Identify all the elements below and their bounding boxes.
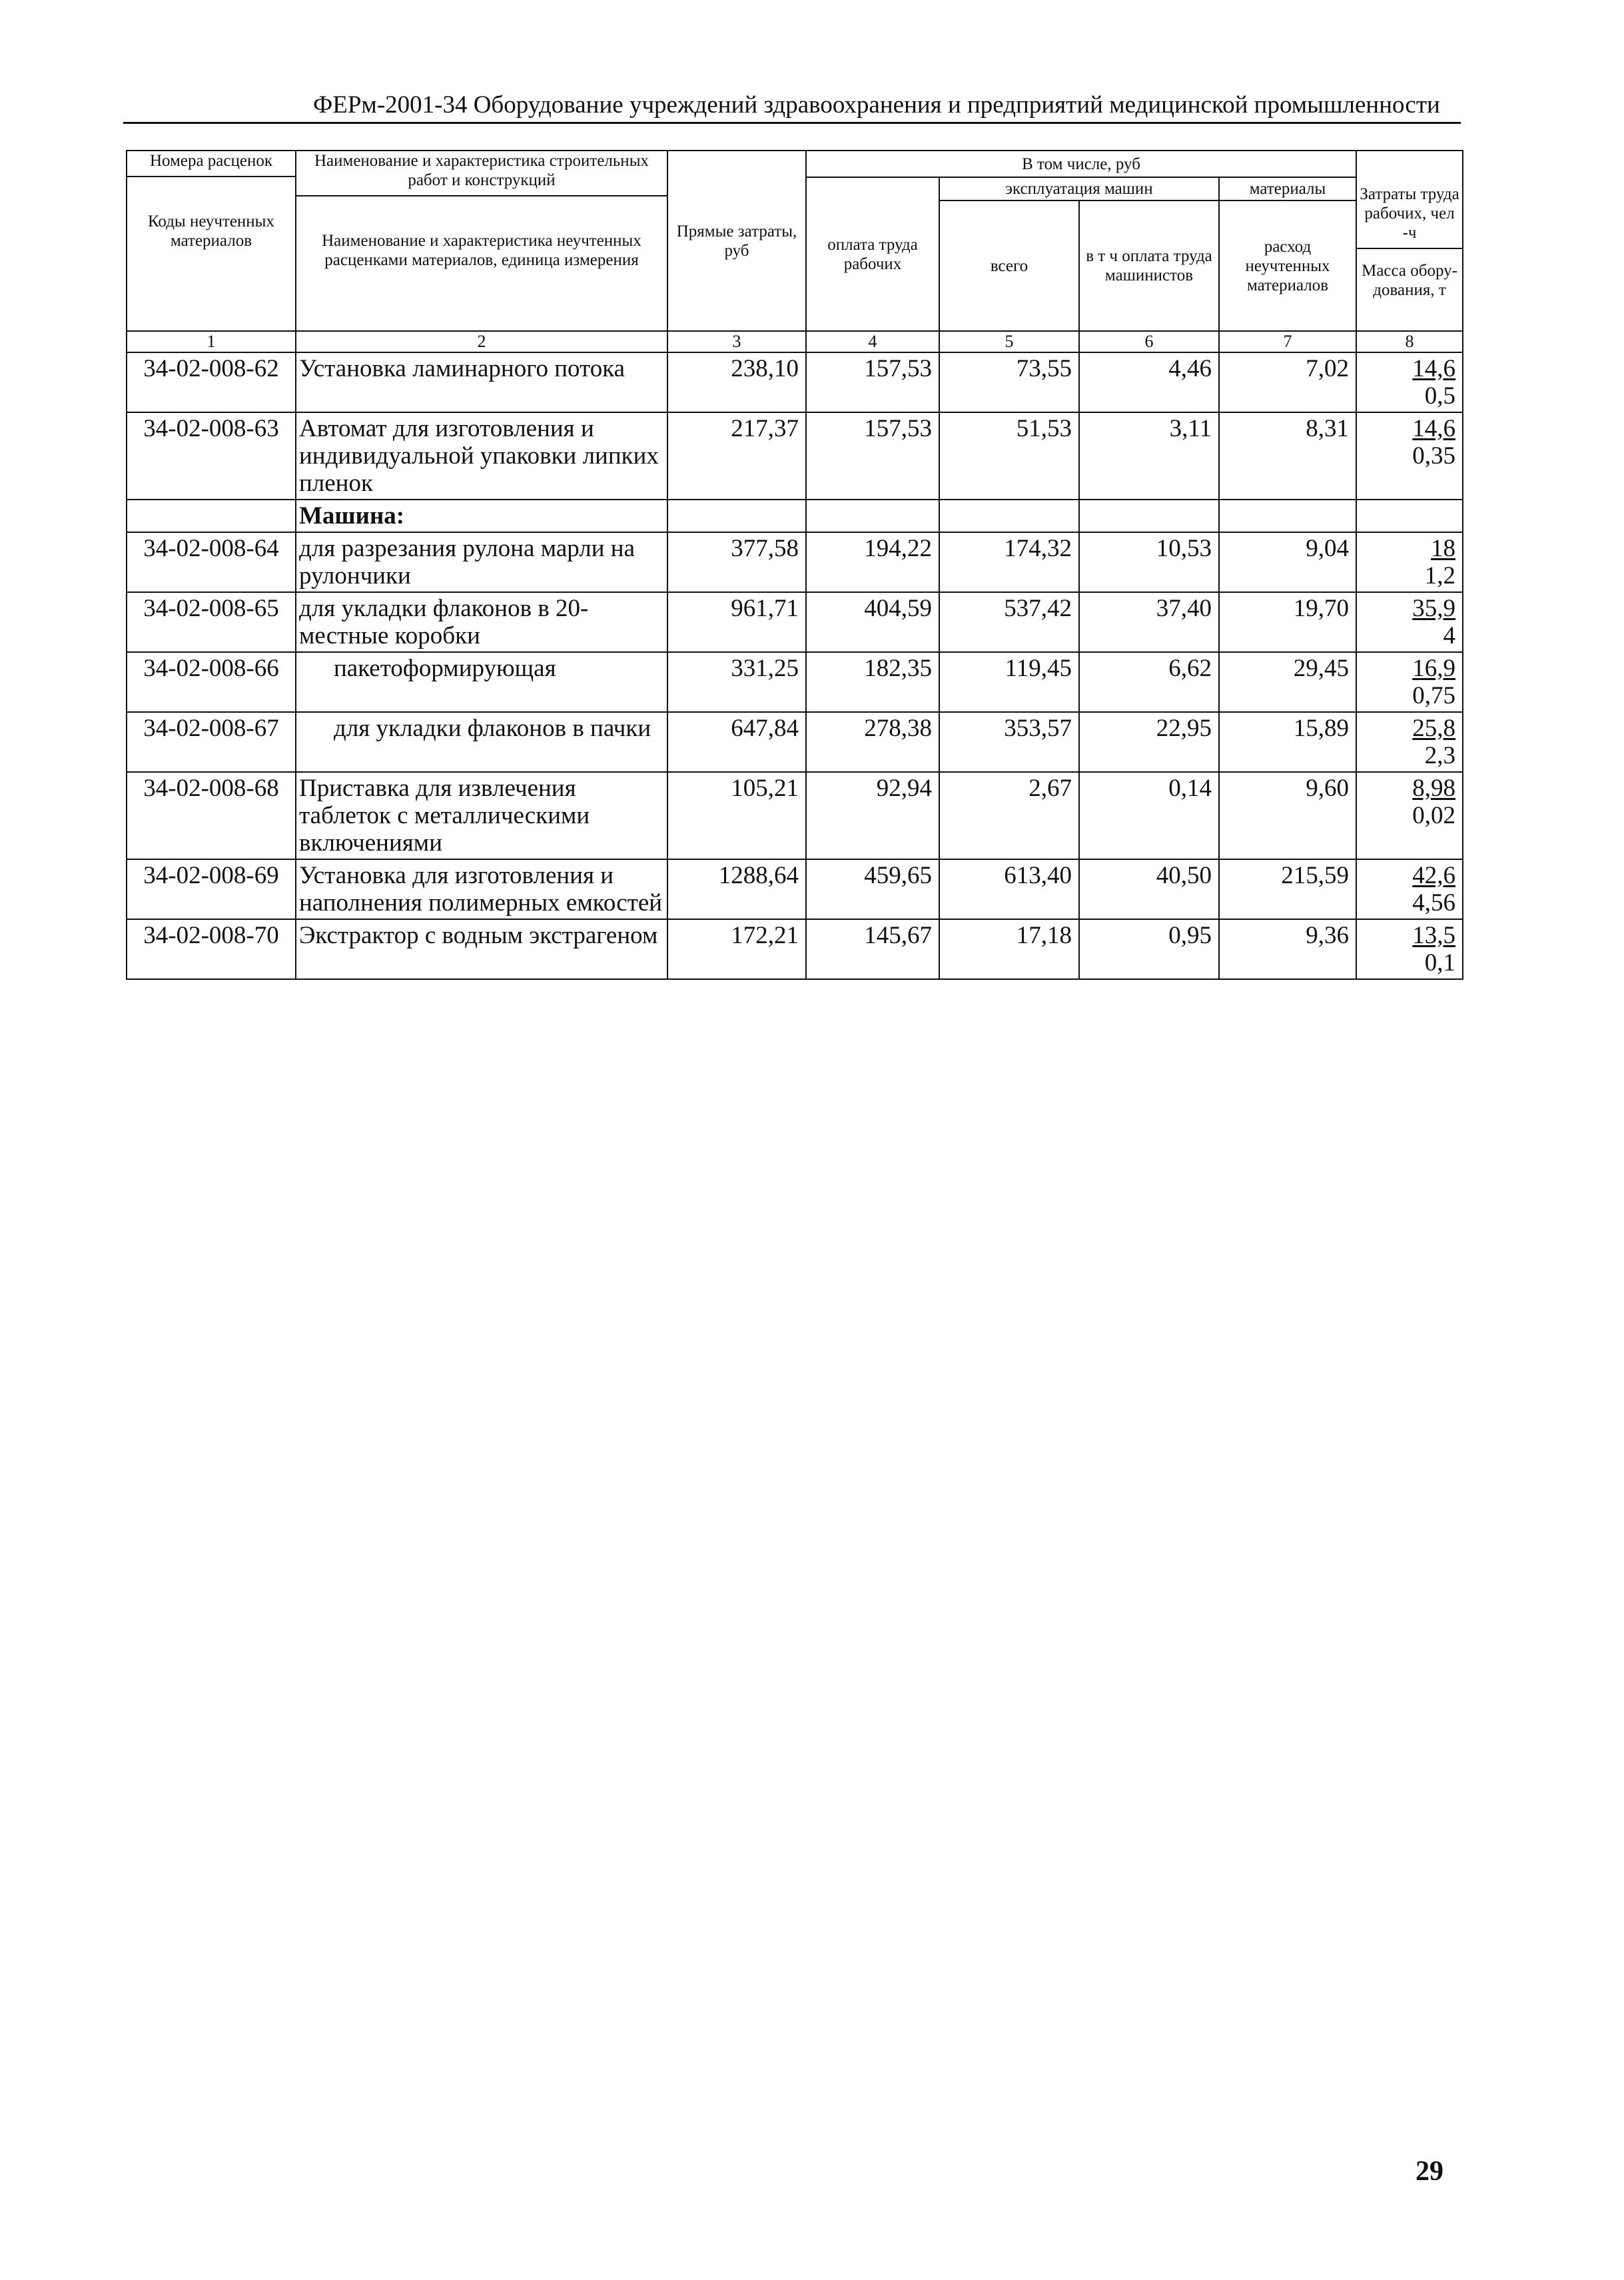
labor-cost: 14,6 <box>1412 355 1456 382</box>
rate-code: 34-02-008-65 <box>127 592 296 652</box>
table-row <box>127 712 1463 772</box>
machines-total: 2,67 <box>939 772 1079 859</box>
equipment-mass: 4 <box>1443 622 1456 649</box>
machines-total: 119,45 <box>939 652 1079 712</box>
equipment-mass: 0,35 <box>1412 442 1456 470</box>
machinists-wages: 37,40 <box>1079 592 1219 652</box>
rate-name: для укладки флаконов в 20-местные коробки <box>296 592 667 652</box>
direct-cost: 961,71 <box>667 592 806 652</box>
materials-cost: 215,59 <box>1219 859 1356 919</box>
wages: 182,35 <box>806 652 939 712</box>
column-number-row <box>127 331 1463 352</box>
materials-cost: 9,36 <box>1219 919 1356 979</box>
rate-code: 34-02-008-67 <box>127 712 296 772</box>
machinists-wages: 22,95 <box>1079 712 1219 772</box>
labor-cost: 16,9 <box>1412 655 1456 682</box>
rate-name: пакетоформирующая <box>296 652 667 712</box>
machines-total: 51,53 <box>939 412 1079 500</box>
equipment-mass: 1,2 <box>1424 562 1456 589</box>
direct-cost: 377,58 <box>667 532 806 592</box>
machines-header: эксплуатация машин <box>939 177 1219 200</box>
col-header-5: всего <box>939 200 1079 331</box>
machinists-wages: 10,53 <box>1079 532 1219 592</box>
machines-total: 353,57 <box>939 712 1079 772</box>
materials-cost: 7,02 <box>1219 352 1356 412</box>
rate-name: Автомат для изготовления и индивидуальной упаковки липких пленок <box>296 412 667 500</box>
section-label: Машина: <box>296 500 667 532</box>
column-number: 8 <box>1356 331 1463 352</box>
page-number: 29 <box>1416 2156 1443 2187</box>
col-header-8 <box>1356 151 1463 331</box>
materials-cost: 9,60 <box>1219 772 1356 859</box>
col8-top-label: Затраты труда рабочих, чел -ч <box>1357 182 1462 249</box>
column-number: 2 <box>296 331 667 352</box>
direct-cost: 331,25 <box>667 652 806 712</box>
col-header-6: в т ч оплата труда машинистов <box>1079 200 1219 331</box>
rate-code: 34-02-008-69 <box>127 859 296 919</box>
rate-code: 34-02-008-64 <box>127 532 296 592</box>
table-row <box>127 592 1463 652</box>
materials-cost: 15,89 <box>1219 712 1356 772</box>
machines-total: 613,40 <box>939 859 1079 919</box>
col2-bottom-label: Наименование и характеристика неучтенных расценками материалов, единица измерения <box>322 232 641 269</box>
rate-name: Установка ламинарного потока <box>296 352 667 412</box>
wages: 145,67 <box>806 919 939 979</box>
equipment-mass: 0,02 <box>1412 802 1456 829</box>
rate-code: 34-02-008-66 <box>127 652 296 712</box>
materials-cost: 19,70 <box>1219 592 1356 652</box>
labor-cost: 35,9 <box>1412 595 1456 622</box>
machines-total: 174,32 <box>939 532 1079 592</box>
rate-code: 34-02-008-62 <box>127 352 296 412</box>
col2-top-label: Наименование и характеристика строительных работ и конструкций <box>296 151 667 196</box>
rate-name: Экстрактор с водным экстрагеном <box>296 919 667 979</box>
labor-cost: 42,6 <box>1412 862 1456 889</box>
section-row <box>127 500 1463 532</box>
column-number: 3 <box>667 331 806 352</box>
direct-cost: 172,21 <box>667 919 806 979</box>
wages: 459,65 <box>806 859 939 919</box>
col-header-1 <box>127 151 296 331</box>
machinists-wages: 6,62 <box>1079 652 1219 712</box>
machinists-wages: 3,11 <box>1079 412 1219 500</box>
machinists-wages: 0,14 <box>1079 772 1219 859</box>
wages: 404,59 <box>806 592 939 652</box>
page-header: ФЕРм-2001-34 Оборудование учреждений здравоохранения и предприятий медицинской промышленности <box>313 91 1440 119</box>
materials-cost: 29,45 <box>1219 652 1356 712</box>
materials-cost: 9,04 <box>1219 532 1356 592</box>
direct-cost: 1288,64 <box>667 859 806 919</box>
labor-cost: 18 <box>1431 535 1456 562</box>
table-row <box>127 412 1463 500</box>
labor-cost: 13,5 <box>1412 922 1456 949</box>
wages: 278,38 <box>806 712 939 772</box>
labor-cost: 14,6 <box>1412 415 1456 442</box>
column-number: 5 <box>939 331 1079 352</box>
col-header-2 <box>296 151 667 331</box>
rates-table <box>126 150 1463 980</box>
equipment-mass: 0,75 <box>1412 682 1456 709</box>
column-number: 7 <box>1219 331 1356 352</box>
machinists-wages: 40,50 <box>1079 859 1219 919</box>
col-header-7: расход неучтенных материалов <box>1219 200 1356 331</box>
wages: 92,94 <box>806 772 939 859</box>
machines-total: 17,18 <box>939 919 1079 979</box>
materials-header: материалы <box>1219 177 1356 200</box>
labor-cost: 25,8 <box>1412 715 1456 742</box>
rate-name: для укладки флаконов в пачки <box>296 712 667 772</box>
rate-code: 34-02-008-70 <box>127 919 296 979</box>
table-row <box>127 919 1463 979</box>
machines-total: 537,42 <box>939 592 1079 652</box>
header-rule <box>123 122 1461 124</box>
machinists-wages: 0,95 <box>1079 919 1219 979</box>
machines-total: 73,55 <box>939 352 1079 412</box>
direct-cost: 647,84 <box>667 712 806 772</box>
materials-cost: 8,31 <box>1219 412 1356 500</box>
wages: 157,53 <box>806 412 939 500</box>
col1-bottom-label: Коды неучтенных материалов <box>148 212 274 250</box>
rate-name: Установка для изготовления и наполнения полимерных емкостей <box>296 859 667 919</box>
equipment-mass: 0,1 <box>1424 949 1456 976</box>
rate-code: 34-02-008-63 <box>127 412 296 500</box>
labor-cost: 8,98 <box>1412 775 1456 802</box>
column-number: 4 <box>806 331 939 352</box>
group-header: В том числе, руб <box>806 151 1356 177</box>
equipment-mass: 4,56 <box>1412 889 1456 917</box>
col-header-4: оплата труда рабочих <box>806 177 939 331</box>
col8-bottom-label: Масса обору-дования, т <box>1362 262 1457 299</box>
direct-cost: 105,21 <box>667 772 806 859</box>
equipment-mass: 2,3 <box>1424 742 1456 769</box>
direct-cost: 217,37 <box>667 412 806 500</box>
table-row <box>127 772 1463 859</box>
table-row <box>127 859 1463 919</box>
col1-top-label: Номера расценок <box>127 151 295 177</box>
table-row <box>127 652 1463 712</box>
col-header-3: Прямые затраты, руб <box>667 151 806 331</box>
table-row <box>127 352 1463 412</box>
rate-code: 34-02-008-68 <box>127 772 296 859</box>
equipment-mass: 0,5 <box>1424 382 1456 410</box>
wages: 194,22 <box>806 532 939 592</box>
direct-cost: 238,10 <box>667 352 806 412</box>
rate-name: для разрезания рулона марли на рулончики <box>296 532 667 592</box>
column-number: 1 <box>127 331 296 352</box>
machinists-wages: 4,46 <box>1079 352 1219 412</box>
wages: 157,53 <box>806 352 939 412</box>
table-row <box>127 532 1463 592</box>
rate-name: Приставка для извлечения таблеток с металлическими включениями <box>296 772 667 859</box>
column-number: 6 <box>1079 331 1219 352</box>
